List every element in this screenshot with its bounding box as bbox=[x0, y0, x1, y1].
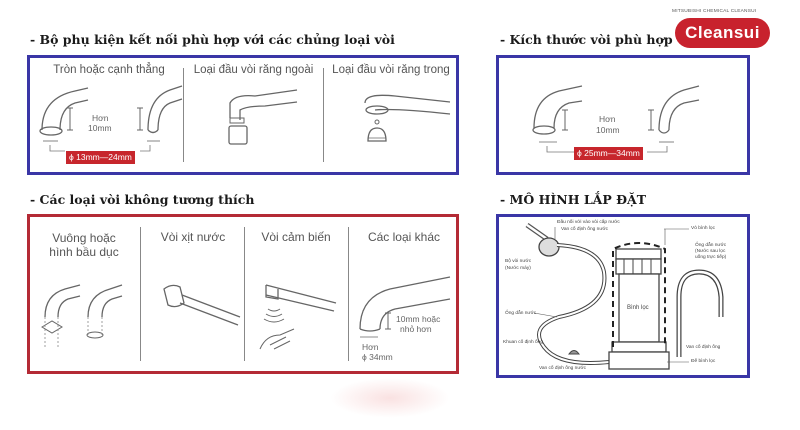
label-outlet-1: Ống dẫn nước bbox=[695, 243, 727, 248]
label-valve-right: Van cố định ống bbox=[686, 345, 721, 350]
column-label: Vòi xịt nước bbox=[160, 230, 226, 244]
diameter-note-line1: Hơn bbox=[362, 342, 379, 352]
internal-thread-faucet-icon bbox=[325, 58, 457, 168]
spray-faucet-icon bbox=[142, 217, 244, 372]
column-divider bbox=[183, 68, 184, 162]
label-base: Đế bình lọc bbox=[691, 359, 716, 364]
column-divider bbox=[140, 227, 141, 361]
accessories-heading: - Bộ phụ kiện kết nối phù hợp với các chủng loại vòi bbox=[30, 32, 395, 47]
height-note-line1: Hơn bbox=[599, 114, 616, 124]
label-body: Bình lọc bbox=[627, 305, 649, 311]
size-heading: - Kích thước vòi phù hợp bbox=[500, 32, 673, 47]
column-label: Vòi cảm biến bbox=[261, 230, 331, 244]
install-panel bbox=[496, 214, 750, 378]
decorative-fade bbox=[330, 378, 450, 418]
height-note-line2: nhỏ hơn bbox=[400, 324, 432, 334]
diameter-range-tag: ϕ 13mm—24mm bbox=[66, 151, 135, 164]
column-divider bbox=[348, 227, 349, 361]
incompatible-sensor bbox=[246, 217, 346, 371]
label-clamp: Khuan cố định ống bbox=[503, 340, 544, 345]
height-note-line1: 10mm hoặc bbox=[396, 314, 441, 324]
column-label-line2: hình bầu dục bbox=[49, 245, 119, 259]
filter-install-diagram bbox=[499, 217, 749, 377]
column-divider bbox=[323, 68, 324, 162]
column-label: Các loại khác bbox=[367, 230, 441, 244]
size-panel bbox=[496, 55, 750, 175]
cleansui-logo: Cleansui bbox=[675, 18, 770, 48]
install-heading: - MÔ HÌNH LẮP ĐẶT bbox=[500, 192, 647, 207]
height-note-line1: Hơn bbox=[92, 113, 109, 123]
height-note-line2: 10mm bbox=[88, 123, 112, 133]
column-label: Tròn hoặc cạnh thẳng bbox=[53, 64, 165, 76]
label-faucet-2: (Nước máy) bbox=[505, 266, 531, 271]
incompatible-heading: - Các loại vòi không tương thích bbox=[30, 192, 255, 207]
incompatible-spray bbox=[142, 217, 244, 371]
external-thread-faucet-icon bbox=[185, 58, 322, 168]
diameter-note-line2: ϕ 34mm bbox=[362, 352, 393, 362]
accessory-round-straight bbox=[30, 58, 180, 172]
incompatible-panel bbox=[27, 214, 459, 374]
incompatible-square-oval bbox=[30, 217, 138, 371]
height-note-line2: 10mm bbox=[596, 125, 620, 135]
sensor-faucet-icon bbox=[246, 217, 346, 372]
accessories-panel bbox=[27, 55, 459, 175]
accessory-external-thread bbox=[185, 58, 322, 172]
column-label: Loại đầu vòi răng trong bbox=[332, 64, 450, 76]
label-faucet-1: Bộ vòi nước bbox=[505, 259, 532, 264]
column-label: Loại đầu vòi răng ngoài bbox=[193, 64, 314, 76]
label-connector: Đầu nối với vào vòi cấp nước bbox=[557, 220, 620, 225]
label-outlet-3: uống trực tiếp) bbox=[695, 255, 727, 260]
label-hose: Ống dẫn nước bbox=[505, 311, 537, 316]
incompatible-other bbox=[350, 217, 458, 371]
column-divider bbox=[244, 227, 245, 361]
label-outlet-2: (Nước sau lọc bbox=[695, 249, 726, 254]
label-shell: Vỏ bình lọc bbox=[691, 226, 716, 231]
label-valve-bottom: Van cố định ống nước bbox=[539, 366, 587, 371]
column-label-line1: Vuông hoặc bbox=[52, 231, 116, 245]
diameter-range-tag: ϕ 25mm—34mm bbox=[574, 147, 643, 160]
accessory-internal-thread bbox=[325, 58, 457, 172]
square-oval-faucet-icon bbox=[30, 217, 138, 372]
label-valve-top: Van cố định ống nước bbox=[561, 227, 609, 232]
brand-tagline: MITSUBISHI CHEMICAL CLEANSUI bbox=[672, 9, 757, 14]
